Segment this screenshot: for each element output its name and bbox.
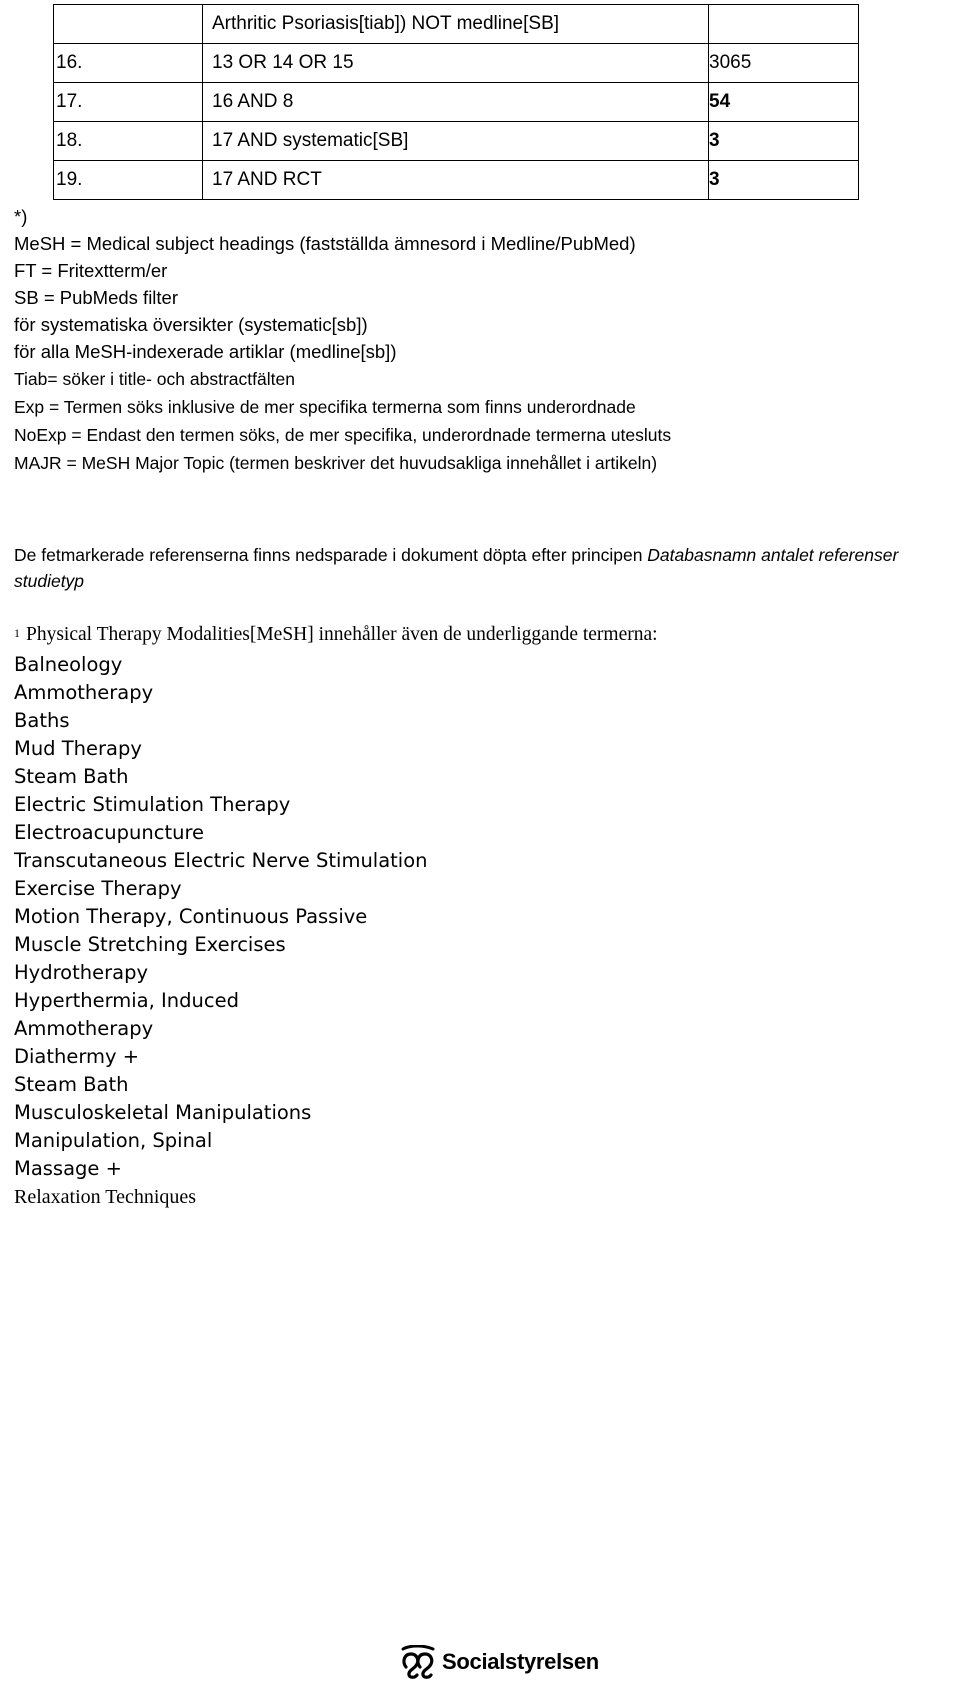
list-item: Manipulation, Spinal	[14, 1129, 213, 1152]
search-step-number: 17.	[54, 83, 203, 122]
search-step-number	[54, 5, 203, 44]
list-item: Ammotherapy	[14, 1017, 154, 1040]
note-text: De fetmarkerade referenserna finns nedsparade i dokument döpta efter principen	[14, 545, 648, 565]
footnote	[14, 620, 658, 650]
legend-line: MeSH = Medical subject headings (fastställda ämnesord i Medline/PubMed)	[14, 233, 636, 254]
list-item: Musculoskeletal Manipulations	[14, 1101, 312, 1124]
footnote-marker: 1	[14, 626, 20, 640]
bold-references-note	[14, 542, 960, 594]
list-item: Diathermy +	[14, 1045, 140, 1068]
hit-count: 3065	[709, 44, 859, 83]
search-row	[54, 161, 859, 200]
legend-group-b	[14, 365, 944, 477]
list-item: Balneology	[14, 653, 123, 676]
list-item: Ammotherapy	[14, 681, 154, 704]
search-row	[54, 122, 859, 161]
list-item: Baths	[14, 709, 70, 732]
footnote-text: Physical Therapy Modalities[MeSH] innehåller även de underliggande termerna:	[26, 624, 658, 645]
hit-count: 3	[709, 122, 859, 161]
search-row	[54, 44, 859, 83]
list-item: Massage +	[14, 1157, 122, 1180]
search-step-number: 19.	[54, 161, 203, 200]
legend-line: för alla MeSH-indexerade artiklar (medline[sb])	[14, 341, 397, 362]
legend-line: NoExp = Endast den termen söks, de mer specifika, underordnade termerna utesluts	[14, 425, 672, 445]
list-item: Hydrotherapy	[14, 961, 148, 984]
footer-logo	[400, 1645, 599, 1679]
legend-line: FT = Fritextterm/er	[14, 260, 168, 281]
list-item: Hyperthermia, Induced	[14, 989, 239, 1012]
list-item: Steam Bath	[14, 1073, 129, 1096]
legend-group-a	[14, 230, 944, 365]
socialstyrelsen-logo-icon	[400, 1645, 438, 1679]
mesh-subterm-list	[14, 651, 428, 1211]
search-row	[54, 5, 859, 44]
search-row	[54, 83, 859, 122]
list-item: Transcutaneous Electric Nerve Stimulation	[14, 849, 428, 872]
note-italic: Databasnamn antalet referenser studietyp	[14, 545, 899, 591]
search-step-number: 16.	[54, 44, 203, 83]
search-query: 16 AND 8	[203, 83, 709, 122]
list-item: Electroacupuncture	[14, 821, 205, 844]
search-query: 17 AND systematic[SB]	[203, 122, 709, 161]
legend-marker: *)	[14, 206, 28, 227]
search-step-number: 18.	[54, 122, 203, 161]
hit-count	[709, 5, 859, 44]
legend-line: SB = PubMeds filter	[14, 287, 179, 308]
list-item: Muscle Stretching Exercises	[14, 933, 286, 956]
list-item: Motion Therapy, Continuous Passive	[14, 905, 368, 928]
list-item: Mud Therapy	[14, 737, 142, 760]
search-strategy-table	[53, 4, 859, 200]
search-query: Arthritic Psoriasis[tiab]) NOT medline[SB]	[203, 5, 709, 44]
logo-wordmark: Socialstyrelsen	[442, 1649, 599, 1674]
hit-count: 54	[709, 83, 859, 122]
list-item: Steam Bath	[14, 765, 129, 788]
search-query: 13 OR 14 OR 15	[203, 44, 709, 83]
legend-line: Exp = Termen söks inklusive de mer specifika termerna som finns underordnade	[14, 397, 636, 417]
legend-line: Tiab= söker i title- och abstractfälten	[14, 369, 295, 389]
list-item: Relaxation Techniques	[14, 1186, 197, 1208]
hit-count: 3	[709, 161, 859, 200]
legend-line: MAJR = MeSH Major Topic (termen beskriver det huvudsakliga innehållet i artikeln)	[14, 453, 658, 473]
search-query: 17 AND RCT	[203, 161, 709, 200]
abbreviation-legend	[14, 203, 944, 477]
legend-line: för systematiska översikter (systematic[sb])	[14, 314, 368, 335]
list-item: Exercise Therapy	[14, 877, 182, 900]
list-item: Electric Stimulation Therapy	[14, 793, 291, 816]
